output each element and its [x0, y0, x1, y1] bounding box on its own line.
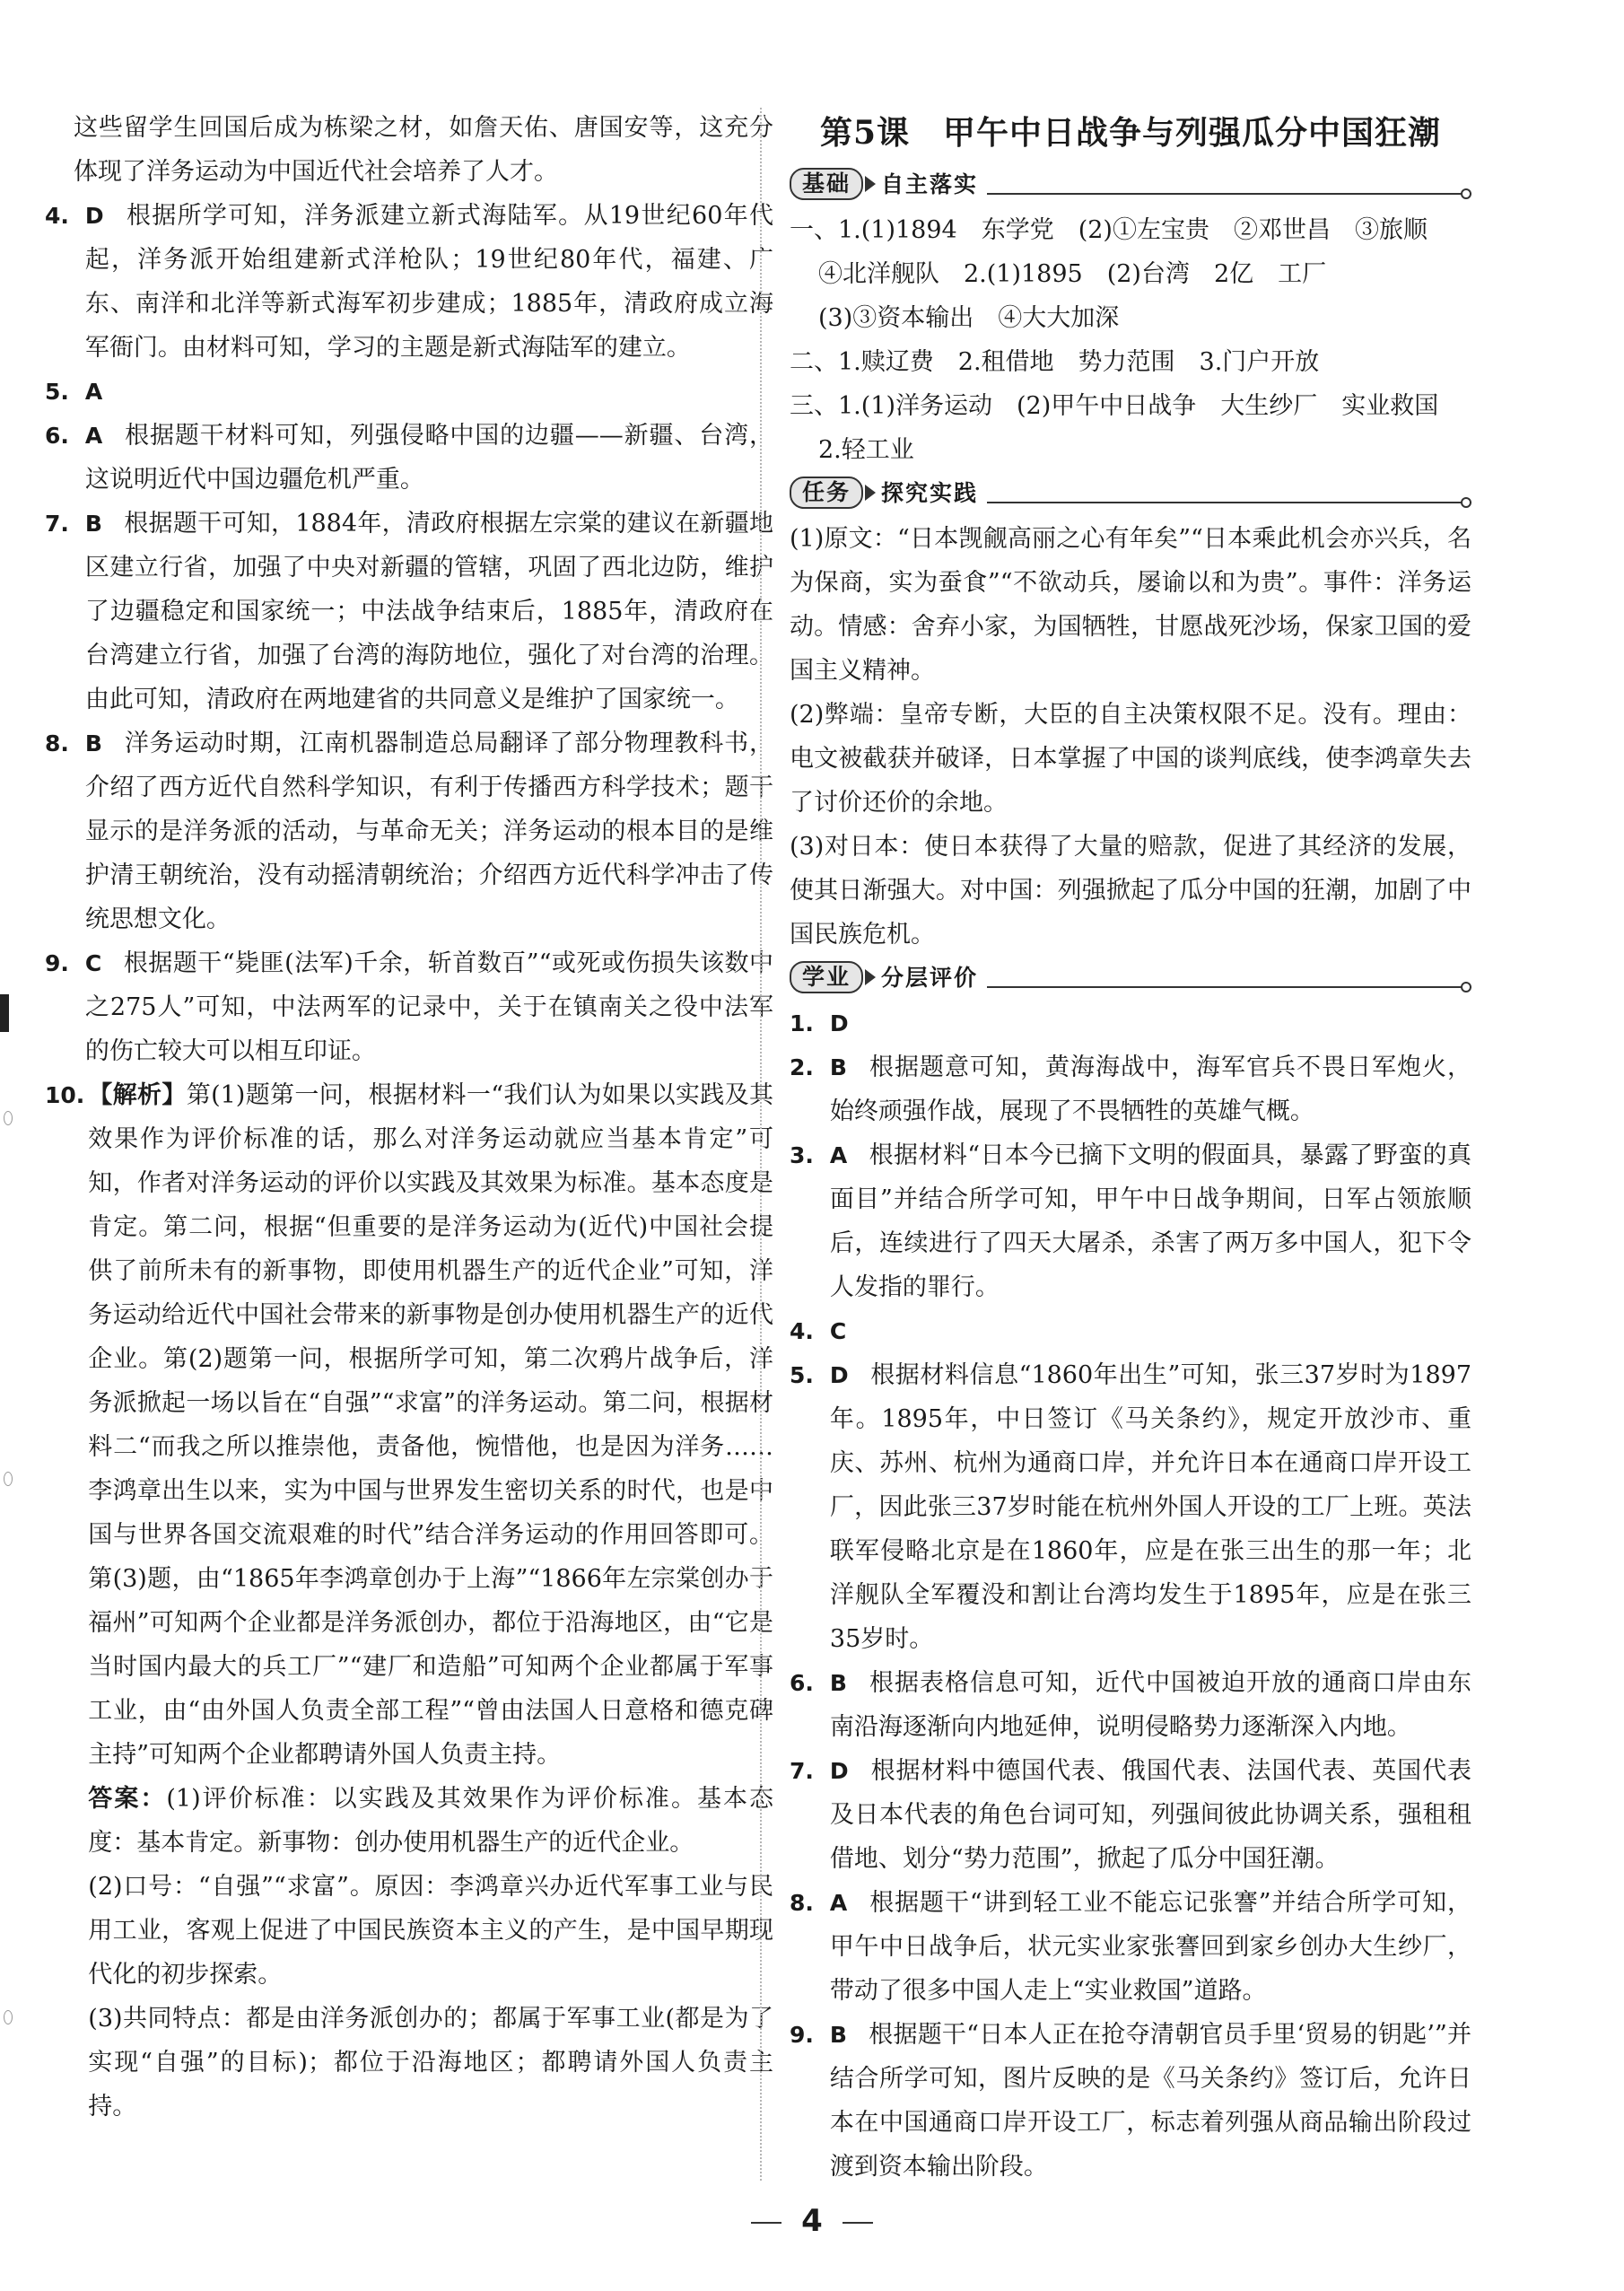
item-answer: D: [829, 1362, 849, 1388]
binding-hole-mark: [4, 1472, 13, 1486]
item-answer: D: [829, 1010, 849, 1036]
answer-part-2: (2)口号：“自强”“求富”。原因：李鸿章兴办近代军事工业与民用工业，客观上促进了中国民族资本主义的产生，是中国早期现代化的初步探索。: [88, 1873, 773, 1989]
eval-item-1: [790, 1001, 1471, 1045]
eval-item-3: [790, 1133, 1471, 1309]
item-explanation: 洋务运动时期，江南机器制造总局翻译了部分物理教科书，介绍了西方近代自然科学知识，有利于传播西方科学技术；题干显示的是洋务派的活动，与革命无关；洋务运动的根本目的是维护清王朝统治，没有动摇清朝统治；介绍西方近代科学冲击了传统思想文化。: [84, 730, 773, 933]
answer-item-5: [45, 370, 773, 414]
practice-paragraph: (3)对日本：使日本获得了大量的赔款，促进了其经济的发展，使其日渐强大。对中国：列强掀起了瓜分中国的狂潮，加剧了中国民族危机。: [790, 833, 1471, 949]
arrow-icon: [865, 176, 876, 192]
basics-line: 二、1.赎辽费 2.租借地 势力范围 3.门户开放: [790, 348, 1320, 376]
answer-part-1: (1)评价标准：以实践及其效果作为评价标准。基本态度：基本肯定。新事物：创办使用机器生产的近代企业。: [88, 1785, 774, 1857]
practice-paragraph: (1)原文：“日本觊觎高丽之心有年矣”“日本乘此机会亦兴兵，名为保商，实为蚕食”“不欲动兵，屡谕以和为贵”。事件：洋务运动。情感：舍弃小家，为国牺牲，甘愿战死沙场，保家卫国的爱国主义精神。: [790, 525, 1471, 685]
left-column: [45, 106, 773, 2129]
item-answer: C: [84, 950, 102, 976]
eval-item-8: [790, 1881, 1471, 2013]
item-answer: B: [84, 730, 102, 756]
basics-line: ④北洋舰队 2.(1)1895 (2)台湾 2亿 工厂: [818, 260, 1327, 288]
answer-item-6: [45, 414, 773, 502]
intro-paragraph: 这些留学生回国后成为栋梁之材，如詹天佑、唐国安等，这充分体现了洋务运动为中国近代社会培养了人才。: [74, 114, 773, 186]
item-number: 3.: [790, 1142, 814, 1168]
item-answer: D: [84, 203, 104, 229]
margin-mark: [0, 994, 9, 1032]
item-explanation: 根据材料中德国代表、俄国代表、法国代表、英国代表及日本代表的角色台词可知，列强间彼此协调关系，强租租借地、划分“势力范围”，掀起了瓜分中国狂潮。: [829, 1757, 1471, 1873]
arrow-icon: [865, 969, 876, 985]
binding-hole-mark: [4, 2010, 13, 2024]
item-answer: C: [829, 1318, 847, 1344]
section-label: 分层评价: [881, 964, 979, 991]
analysis-tag: 【解析】: [88, 1081, 187, 1109]
footer-dash: [843, 2222, 873, 2224]
answer-label: 答案：: [88, 1785, 167, 1813]
eval-item-7: [790, 1749, 1471, 1881]
item-answer: B: [829, 1670, 847, 1696]
item-answer: A: [829, 1890, 848, 1916]
answer-part-3: (3)共同特点：都是由洋务派创办的；都属于军事工业(都是为了实现“自强”的目标)；都位于沿海地区；都聘请外国人负责主持。: [88, 2005, 773, 2120]
item-answer: A: [829, 1142, 848, 1168]
arrow-icon: [865, 485, 876, 501]
eval-item-4: [790, 1309, 1471, 1353]
column-divider: [760, 108, 762, 2181]
eval-item-5: [790, 1353, 1471, 1661]
lesson-title: 第5课 甲午中日战争与列强瓜分中国狂潮: [819, 114, 1442, 152]
answer-item-10: [45, 1073, 773, 2129]
item-number: 6.: [45, 423, 69, 449]
analysis-text: 第(1)题第一问，根据材料一“我们认为如果以实践及其效果作为评价标准的话，那么对洋务运动就应当基本肯定”可知，作者对洋务运动的评价以实践及其效果为标准。基本态度是肯定。第二问，根据“但重要的是洋务运动为(近代)中国社会提供了前所未有的新事物，即使用机器生产的近代企业”可知，洋务运动给近代中国社会带来的新事物是创办使用机器生产的近代企业。第(2)题第一问，根据所学可知，第二次鸦片战争后，洋务派掀起一场以旨在“自强”“求富”的洋务运动。第二问，根据材料二“而我之所以推崇他，责备他，惋惜他，也是因为洋务……李鸿章出生以来，实为中国与世界发生密切关系的时代，也是中国与世界各国交流艰难的时代”结合洋务运动的作用回答即可。第(3)题，由“1865年李鸿章创办于上海”“1866年左宗棠创办于福州”可知两个企业都是洋务派创办，都位于沿海地区，由“它是当时国内最大的兵工厂”“建厂和造船”可知两个企业都属于军事工业，由“由外国人负责全部工程”“曾由法国人日意格和德克碑主持”可知两个企业都聘请外国人负责主持。: [88, 1081, 773, 1769]
item-number: 8.: [790, 1890, 814, 1916]
section-pill: 任务: [790, 477, 863, 509]
item-number: 6.: [790, 1670, 814, 1696]
right-column: [790, 106, 1471, 2189]
item-answer: B: [829, 2022, 847, 2048]
section-header-practice: [790, 474, 1471, 510]
item-number: 5.: [45, 379, 69, 405]
page-footer: [0, 2203, 1624, 2239]
item-explanation: 根据所学可知，洋务派建立新式海陆军。从19世纪60年代起，洋务派开始组建新式洋枪队；19世纪80年代，福建、广东、南洋和北洋等新式海军初步建成；1885年，清政府成立海军衙门。由材料可知，学习的主题是新式海陆军的建立。: [84, 202, 773, 362]
item-explanation: 根据题干材料可知，列强侵略中国的边疆——新疆、台湾，这说明近代中国边疆危机严重。: [84, 422, 773, 494]
item-explanation: 根据题干“日本人正在抢夺清朝官员手里‘贸易的钥匙’”并结合所学可知，图片反映的是《马关条约》签订后，允许日本在中国通商口岸开设工厂，标志着列强从商品输出阶段过渡到资本输出阶段。: [829, 2021, 1471, 2181]
footer-dash: [751, 2222, 781, 2224]
item-explanation: 根据表格信息可知，近代中国被迫开放的通商口岸由东南沿海逐渐向内地延伸，说明侵略势力逐渐深入内地。: [829, 1669, 1471, 1741]
basics-line: (3)③资本输出 ④大大加深: [818, 304, 1120, 332]
item-explanation: 根据材料“日本今已摘下文明的假面具，暴露了野蛮的真面目”并结合所学可知，甲午中日战争期间，日军占领旅顺后，连续进行了四天大屠杀，杀害了两万多中国人，犯下令人发指的罪行。: [829, 1141, 1471, 1301]
eval-item-6: [790, 1661, 1471, 1749]
item-answer: A: [84, 379, 103, 405]
item-number: 4.: [790, 1318, 814, 1344]
answer-item-9: [45, 941, 773, 1073]
item-answer: B: [829, 1054, 847, 1080]
item-number: 5.: [790, 1362, 814, 1388]
answer-item-4: [45, 194, 773, 370]
binding-hole-mark: [4, 1111, 13, 1125]
practice-paragraph: (2)弊端：皇帝专断，大臣的自主决策权限不足。没有。理由：电文被截获并破译，日本掌握了中国的谈判底线，使李鸿章失去了讨价还价的余地。: [790, 701, 1471, 817]
basics-line: 一、1.(1)1894 东学党 (2)①左宝贵 ②邓世昌 ③旅顺: [790, 216, 1428, 244]
section-pill: 基础: [790, 168, 863, 200]
item-number: 7.: [790, 1758, 814, 1784]
basics-line: 三、1.(1)洋务运动 (2)甲午中日战争 大生纱厂 实业救国: [790, 392, 1439, 420]
item-number: 10.: [45, 1082, 85, 1108]
item-number: 4.: [45, 203, 69, 229]
item-number: 1.: [790, 1010, 814, 1036]
item-explanation: 根据题干“讲到轻工业不能忘记张謇”并结合所学可知，甲午中日战争后，状元实业家张謇回到家乡创办大生纱厂，带动了很多中国人走上“实业救国”道路。: [829, 1889, 1471, 2005]
section-pill: 学业: [790, 961, 863, 993]
item-explanation: 根据材料信息“1860年出生”可知，张三37岁时为1897年。1895年，中日签订《马关条约》，规定开放沙市、重庆、苏州、杭州为通商口岸，并允许日本在通商口岸开设工厂，因此张三37岁时能在杭州外国人开设的工厂上班。英法联军侵略北京是在1860年，应是在张三出生的那一年；北洋舰队全军覆没和割让台湾均发生于1895年，应是在张三35岁时。: [829, 1361, 1471, 1653]
section-label: 探究实践: [881, 479, 979, 506]
basics-line: 2.轻工业: [818, 436, 914, 464]
item-number: 8.: [45, 730, 69, 756]
item-answer: D: [829, 1758, 849, 1784]
item-answer: B: [84, 511, 102, 537]
eval-item-9: [790, 2013, 1471, 2189]
eval-item-2: [790, 1045, 1471, 1133]
item-number: 2.: [790, 1054, 814, 1080]
section-label: 自主落实: [881, 171, 979, 197]
item-number: 7.: [45, 511, 69, 537]
item-answer: A: [84, 423, 103, 449]
answer-item-7: [45, 502, 773, 721]
item-number: 9.: [45, 950, 69, 976]
answer-item-8: [45, 721, 773, 941]
section-header-evaluation: [790, 958, 1471, 994]
section-header-basics: [790, 165, 1471, 201]
page-number: 4: [801, 2203, 823, 2239]
item-number: 9.: [790, 2022, 814, 2048]
item-explanation: 根据题干可知，1884年，清政府根据左宗棠的建议在新疆地区建立行省，加强了中央对新疆的管辖，巩固了西北边防，维护了边疆稳定和国家统一；中法战争结束后，1885年，清政府在台湾建立行省，加强了台湾的海防地位，强化了对台湾的治理。由此可知，清政府在两地建省的共同意义是维护了国家统一。: [84, 510, 773, 713]
item-explanation: 根据题意可知，黄海海战中，海军官兵不畏日军炮火，始终顽强作战，展现了不畏牺牲的英雄气概。: [829, 1054, 1471, 1125]
item-explanation: 根据题干“毙匪(法军)千余，斩首数百”“或死或伤损失该数中之275人”可知，中法两军的记录中，关于在镇南关之役中法军的伤亡较大可以相互印证。: [84, 949, 773, 1065]
